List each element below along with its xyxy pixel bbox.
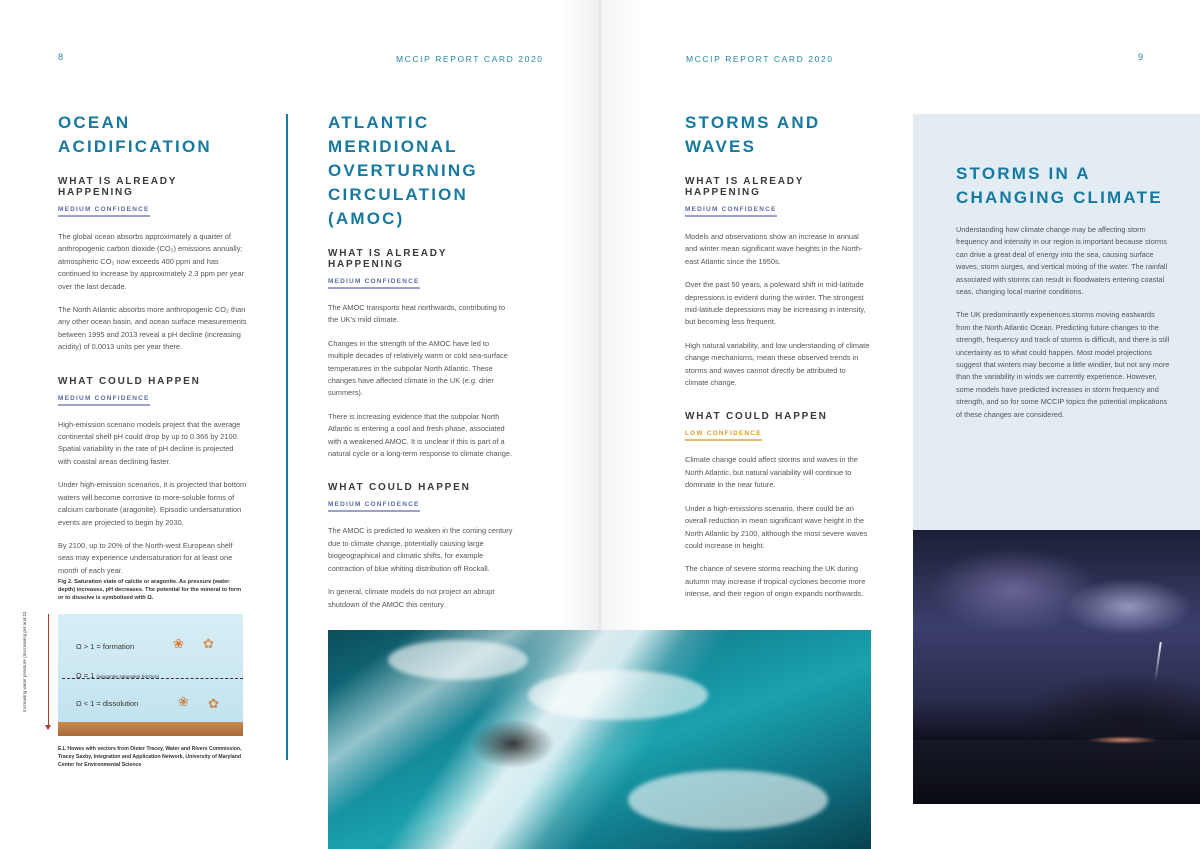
horizon-glow <box>1088 736 1158 744</box>
page-number: 8 <box>58 52 65 62</box>
box-paragraph: The UK predominantly experiences storms moving eastwards from the North Atlantic Ocean. Predicting future changes to the strength, frequency and track of storms is difficult, and there is still uncertainty as to what could happen. Most model projections suggest that winters may become a little windier, but not any more than the variability in winds we currently experience. However, some models have predicted increases in storm frequency and strength, and so for some MCCIP topics the potential implications of these changes are considered. <box>956 310 1170 419</box>
section-title: OCEAN ACIDIFICATION <box>58 113 212 156</box>
subhead-could-happen: WHAT COULD HAPPEN <box>58 375 201 387</box>
paragraph: The AMOC is predicted to weaken in the coming century due to climate change, potentially causing large biogeographical and climatic shifts, for example contraction of blue whiting distribution off Rockall. <box>328 526 513 573</box>
subhead-could-happen: WHAT COULD HAPPEN <box>328 482 471 494</box>
confidence-badge: MEDIUM CONFIDENCE <box>328 278 420 289</box>
confidence-badge-low: LOW CONFIDENCE <box>685 430 762 441</box>
pressure-arrow <box>48 614 49 726</box>
paragraph: The North Atlantic absorbs more anthropogenic CO₂ than any other ocean basin, and ocean surface measurements between 1995 and 2013 reveal a pH decline (increasing acidity) of 0.0013 units per year there. <box>58 305 247 352</box>
horizon-label: Ω = 1 <box>76 671 95 680</box>
ocean-waves-photo <box>328 630 871 849</box>
horizon-note: (aragonite saturation horizon) <box>96 675 160 680</box>
confidence-badge: MEDIUM CONFIDENCE <box>685 206 777 217</box>
paragraph: Under high-emission scenarios, it is projected that bottom waters will become corrosive to more-soluble forms of calcium carbonate (aragonite). Episodic undersaturation events are projected to begin by 2030. <box>58 480 247 527</box>
figure-caption: Fig 2. Saturation state of calcite or aragonite. As pressure (water depth) increases, pH decreases. The potential for the mineral to form or to dissolve is symbolised with Ω. <box>58 579 242 601</box>
paragraph: The AMOC transports heat northwards, contributing to the UK's mild climate. <box>328 303 506 325</box>
confidence-badge: MEDIUM CONFIDENCE <box>328 501 420 512</box>
ocean-acidification-section <box>58 111 248 577</box>
storm-lightning-photo <box>913 530 1200 804</box>
paragraph: High natural variability, and low understanding of climate change mechanisms, mean these observed trends in storms and waves cannot directly be attributed to climate change. <box>685 340 870 388</box>
paragraph: The chance of severe storms reaching the UK during autumn may increase if tropical cyclones become more intense, and their region of origin expands northwards. <box>685 564 866 599</box>
paragraph: There is increasing evidence that the subpolar North Atlantic is entering a cool and fresh phase, associated with a weakened AMOC. It is unclear if this is part of a natural cycle or a long-term response to climate change. <box>328 411 513 459</box>
paragraph: Over the past 50 years, a poleward shift in mid-latitude depressions is evident during the winter. The strongest mid-latitude depressions may be increasing in intensity, but becoming less frequent. <box>685 280 866 327</box>
horizon <box>913 740 1200 804</box>
running-head: MCCIP REPORT CARD 2020 <box>686 54 834 64</box>
foam <box>528 670 708 720</box>
column-divider <box>286 114 288 760</box>
subhead-already-happening: WHAT IS ALREADY HAPPENING <box>58 176 178 198</box>
storms-changing-climate-box <box>913 114 1200 530</box>
figure-credit: E.L Howes with vectors from Dieter Tracey, Water and Rivers Commission, Tracey Saxby, Integration and Application Network, University of Maryland Center for Environmental Science <box>58 746 242 768</box>
amoc-section <box>328 111 514 611</box>
paragraph: The global ocean absorbs approximately a quarter of anthropogenic carbon dioxide (CO₂) emissions annually; atmospheric CO₂ now exceeds 400 ppm and has continued to increase by approximately 2.3 ppm per year over the last decade. <box>58 232 245 291</box>
dissolving-conch-icon: ✿ <box>208 696 219 711</box>
paragraph: Changes in the strength of the AMOC have led to multiple decades of relatively warm or cold sea-surface temperatures in the subpolar North Atlantic. These changes have affected climate in the UK (e.g. drier summers). <box>328 338 508 398</box>
page-number: 9 <box>1138 52 1145 62</box>
paragraph: High-emission scenario models project that the average continental shelf pH could drop by up to 0.366 by 2100. Spatial variability in the rate of pH decline is projected with coastal areas declining faster. <box>58 419 241 466</box>
subhead-could-happen: WHAT COULD HAPPEN <box>685 411 828 423</box>
running-head: MCCIP REPORT CARD 2020 <box>396 54 544 64</box>
confidence-badge: MEDIUM CONFIDENCE <box>58 395 150 406</box>
paragraph: Models and observations show an increase in annual and winter mean significant wave heights in the North-east Atlantic since the 1950s. <box>685 232 863 266</box>
paragraph: In general, climate models do not project an abrupt shutdown of the AMOC this century. <box>328 587 495 609</box>
section-title: ATLANTIC MERIDIONAL OVERTURNING CIRCULATION (AMOC) <box>328 113 478 228</box>
figure-axis-label: Increasing water pressure (decreasing pH and Ω) <box>22 611 27 712</box>
saturation-diagram <box>58 614 243 736</box>
conch-shell-icon: ✿ <box>203 636 214 651</box>
formation-label: Ω > 1 = formation <box>76 642 135 651</box>
subhead-already-happening: WHAT IS ALREADY HAPPENING <box>328 248 448 270</box>
subhead-already-happening: WHAT IS ALREADY HAPPENING <box>685 176 805 198</box>
paragraph: Under a high-emissions scenario, there could be an overall reduction in mean significant wave height in the North Atlantic by 2100, although the most severe waves could increase in height. <box>685 503 868 550</box>
paragraph: By 2100, up to 20% of the North-west European shelf seas may experience undersaturation for at least one month of each year. <box>58 540 233 575</box>
confidence-badge: MEDIUM CONFIDENCE <box>58 206 150 217</box>
box-title: STORMS IN A CHANGING CLIMATE <box>956 164 1163 207</box>
storms-waves-section <box>685 111 871 601</box>
dissolution-label: Ω < 1 = dissolution <box>76 699 139 708</box>
paragraph: Climate change could affect storms and waves in the North Atlantic, but natural variability will continue to dominate in the near future. <box>685 455 858 490</box>
section-title: STORMS AND WAVES <box>685 113 821 156</box>
foam <box>628 770 828 830</box>
dissolving-shell-icon: ❀ <box>178 694 189 709</box>
foam <box>388 640 528 680</box>
box-paragraph: Understanding how climate change may be affecting storm frequency and intensity in our region is important because storms can drive a great deal of energy into the sea, causing surface waves, storm surges, and vertical mixing of the water. The rainfall associated with storms can result in floodwaters entering coastal seas, changing local marine conditions. <box>956 225 1168 297</box>
lightning-bolt <box>1154 642 1162 682</box>
seabed <box>58 722 243 736</box>
scallop-shell-icon: ❀ <box>173 636 184 651</box>
